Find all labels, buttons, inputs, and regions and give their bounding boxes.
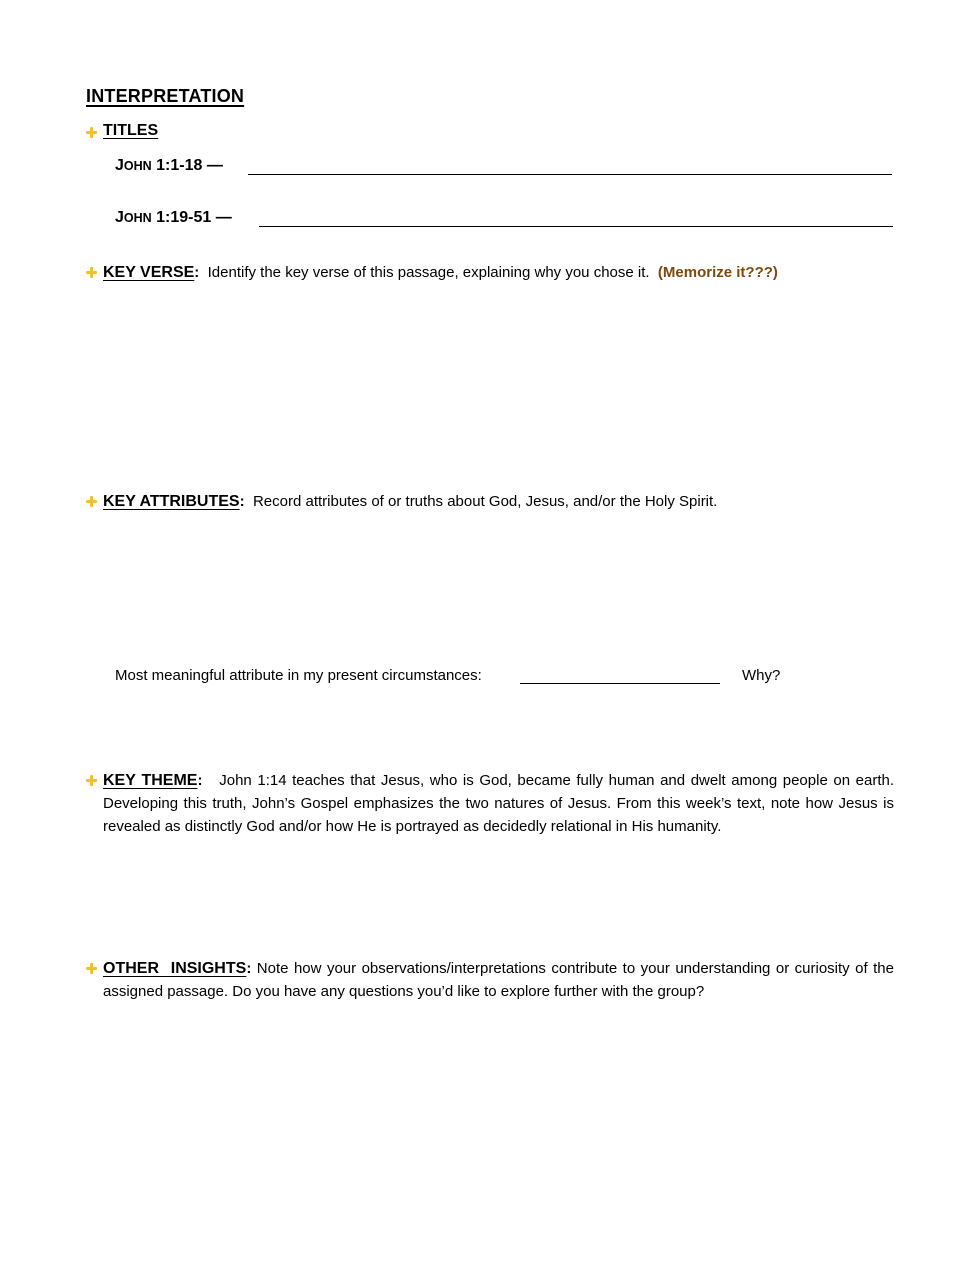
key-theme-colon: : xyxy=(197,772,203,789)
key-attributes-label: KEY ATTRIBUTES xyxy=(103,493,240,510)
titles-label: TITLES xyxy=(103,122,159,139)
meaningful-attribute-prompt: Most meaningful attribute in my present circumstances: xyxy=(115,667,482,684)
key-attributes-section xyxy=(103,490,717,513)
other-insights-label: OTHER INSIGHTS xyxy=(103,960,247,977)
cross-bullet-icon xyxy=(86,963,97,974)
other-insights-section xyxy=(103,957,894,1003)
cross-bullet-icon xyxy=(86,496,97,507)
key-verse-text: Identify the key verse of this passage, explaining why you chose it. xyxy=(207,264,650,281)
key-verse-section xyxy=(103,261,778,284)
title-row-1-prefix-cap: J xyxy=(115,157,124,174)
title-row-2-prefix-cap: J xyxy=(115,209,124,226)
title-row-1-prefix-small: OHN xyxy=(123,159,152,173)
key-theme-label: KEY THEME xyxy=(103,772,198,789)
title-row-1 xyxy=(115,157,223,175)
key-verse-label: KEY VERSE xyxy=(103,264,195,281)
key-theme-section xyxy=(103,769,894,838)
meaningful-attribute-answer-line[interactable] xyxy=(520,683,720,684)
title-row-2-answer-line[interactable] xyxy=(259,226,893,227)
memorize-note: (Memorize it???) xyxy=(657,264,778,281)
why-label: Why? xyxy=(742,667,781,684)
title-row-2-prefix-small: OHN xyxy=(123,211,152,225)
page-title: INTERPRETATION xyxy=(86,86,245,106)
cross-bullet-icon xyxy=(86,127,97,138)
key-attributes-text: Record attributes of or truths about God, Jesus, and/or the Holy Spirit. xyxy=(252,493,718,510)
other-insights-colon: : xyxy=(246,960,252,977)
cross-bullet-icon xyxy=(86,267,97,278)
title-row-1-answer-line[interactable] xyxy=(248,174,892,175)
key-attributes-colon: : xyxy=(239,493,245,510)
key-theme-text: John 1:14 teaches that Jesus, who is God, became fully human and dwelt among people on earth. Developing this truth, John’s Gospel emphasizes the two natures of Jesus. From this week’s text, note how Jesus is revealed as distinctly God and/or how He is portrayed as decidedly relational in His humanity. xyxy=(103,772,895,835)
cross-bullet-icon xyxy=(86,775,97,786)
title-row-2-ref: 1:19-51 — xyxy=(151,209,232,226)
key-verse-colon: : xyxy=(194,264,200,281)
title-row-1-ref: 1:1-18 — xyxy=(151,157,223,174)
title-row-2 xyxy=(115,209,232,227)
other-insights-text: Note how your observations/interpretations contribute to your understanding or curiosity of the assigned passage. Do you have any questions you’d like to explore further with the group? xyxy=(103,960,894,1000)
